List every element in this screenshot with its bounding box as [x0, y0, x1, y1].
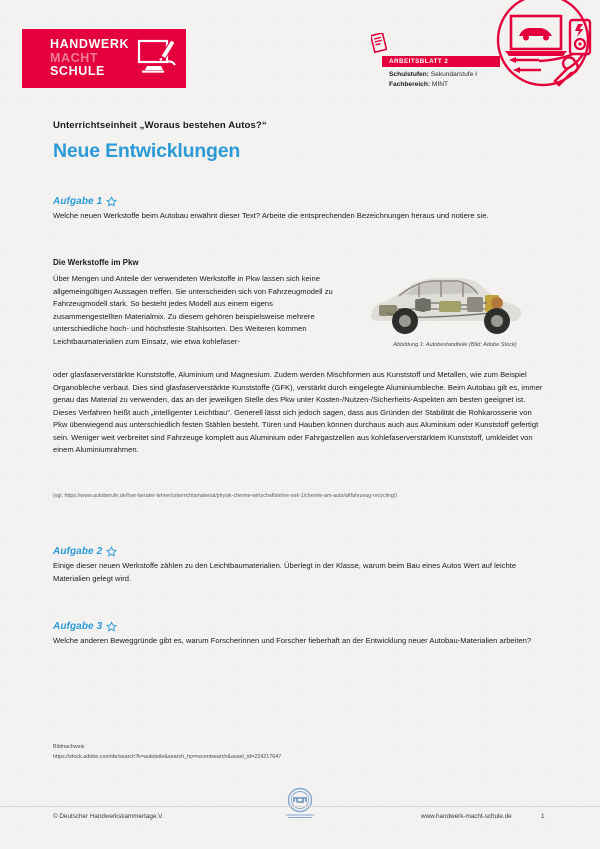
meta-label-fachbereich: Fachbereich: [389, 80, 431, 88]
worksheet-meta [389, 70, 477, 89]
meta-value-fachbereich: MINT [431, 80, 449, 88]
task-3-heading [53, 621, 117, 632]
star-icon [106, 621, 117, 632]
footer-divider [0, 806, 600, 807]
task-2-label: Aufgabe 2 [53, 546, 103, 557]
drawing-board-icon [135, 36, 179, 81]
content-subheading: Die Werkstoffe im Pkw [53, 258, 139, 267]
task-2-body: Einige dieser neuen Werkstoffe zählen zu den Leichtbaumaterialien. Überlegt in der Klasse, warum beim Bau eines Autos Wert auf leichte Materialien gelegt wird. [53, 561, 517, 583]
brand-logo-wordmark [50, 38, 129, 79]
task-3-label: Aufgabe 3 [53, 621, 103, 632]
meta-row-schulstufen [389, 70, 477, 80]
content-column-paragraph: Über Mengen und Anteile der verwendeten Werkstoffe in Pkw lassen sich keine allgemeingültigen Aussagen treffen. Sie unterscheiden sich von Fahrzeugmodell zu Fahrzeugmodell stark. So besteht jedes Modell aus einem eigens zusammengestellten Materialmix. Zu diesem gehören beispielsweise mehrere unterschiedliche hoch- und höchstfeste Stahlsorten. Des Weiteren kommen Leichtbaumaterialien zum Einsatz, wie etwa kohlefaser- [53, 274, 333, 346]
star-icon [106, 196, 117, 207]
laptop-car-multimeter-icon [487, 0, 600, 104]
task-3-body: Welche anderen Beweggründe gibt es, warum Forscherinnen und Forscher fieberhaft an der Entwicklung neuer Autobau-Materialien arbeiten? [53, 636, 532, 645]
brand-logo-line1: HANDWERK [50, 37, 130, 52]
brand-logo-line2: MACHT [50, 50, 99, 65]
task-2-heading [53, 546, 117, 557]
brand-logo [22, 29, 186, 88]
task-1-body: Welche neuen Werkstoffe beim Autobau erwähnt dieser Text? Arbeite die entsprechenden Bezeichnungen heraus und notiere sie. [53, 211, 489, 220]
footer-page-number: 1 [541, 813, 545, 820]
figure-caption: Abbildung 1: Autobestandteile (Bild: Adobe Stock) [393, 342, 517, 348]
image-credit-url[interactable]: https://stock.adobe.com/de/search?k=autoteile&search_hp=recentsearch&asset_id=224217647 [53, 754, 282, 760]
image-credit-label: Bildnachweis [53, 744, 85, 750]
task-1-label: Aufgabe 1 [53, 196, 103, 207]
page-eyebrow: Unterrichtseinheit „Woraus bestehen Autos?“ [53, 120, 267, 131]
worksheet-badge: ARBEITSBLATT 2 [382, 56, 500, 67]
footer-website[interactable]: www.handwerk-macht-schule.de [421, 813, 512, 820]
task-1-heading [53, 196, 117, 207]
brand-logo-line3: SCHULE [50, 64, 105, 79]
content-citation: (vgl. https://www.autoberufe.de/fuer-berater-lehrer/unterrichtsmaterial/physik-chemie-wirtschaftslehre-sek-1/chemie-am-auto/altfahrzeug-recycling/) [53, 493, 398, 499]
meta-label-schulstufen: Schulstufen: [389, 71, 429, 78]
content-wide-paragraph: oder glasfaserverstärkte Kunststoffe, Aluminium und Magnesium. Zudem werden Mischformen aus Kunststoff und Metallen, wie zum Beispiel Organobleche verbaut. Dies sind glasfaserverstärkte Kunststoffe (GFK), verstärkt durch eingelegte Aluminiumbleche. Beim Autobau gilt es, immer genau das Material zu verwenden, das an der jeweiligen Stelle des Pkw unter Kosten-/Nutzen-/Sicherheits-Aspekten am besten geeignet ist. Dieses Verfahren heißt auch „intelligenter Leichtbau“. Generell lässt sich jedoch sagen, dass aus Gründen der Stabilität die Rohkarosserie von Pkw überwiegend aus unterschiedlich festen Stählen besteht. Türen und Hauben können durchaus auch aus Aluminium oder Kunststoff gefertigt sein. Weniger weit verbreitet sind Fahrzeuge komplett aus Aluminium oder Fahrgastzellen aus kohlefaserverstärktem Kunststoff, umkleidet von einem Aluminiumrahmen. [53, 370, 543, 455]
footer-copyright: © Deutscher Handwerkskammertage.V. [53, 813, 164, 820]
meta-value-schulstufen: Sekundarstufe I [430, 71, 477, 78]
page-title: Neue Entwicklungen [53, 140, 241, 162]
car-cutaway-image [357, 263, 547, 344]
star-icon [106, 546, 117, 557]
meta-row-fachbereich [389, 80, 477, 90]
